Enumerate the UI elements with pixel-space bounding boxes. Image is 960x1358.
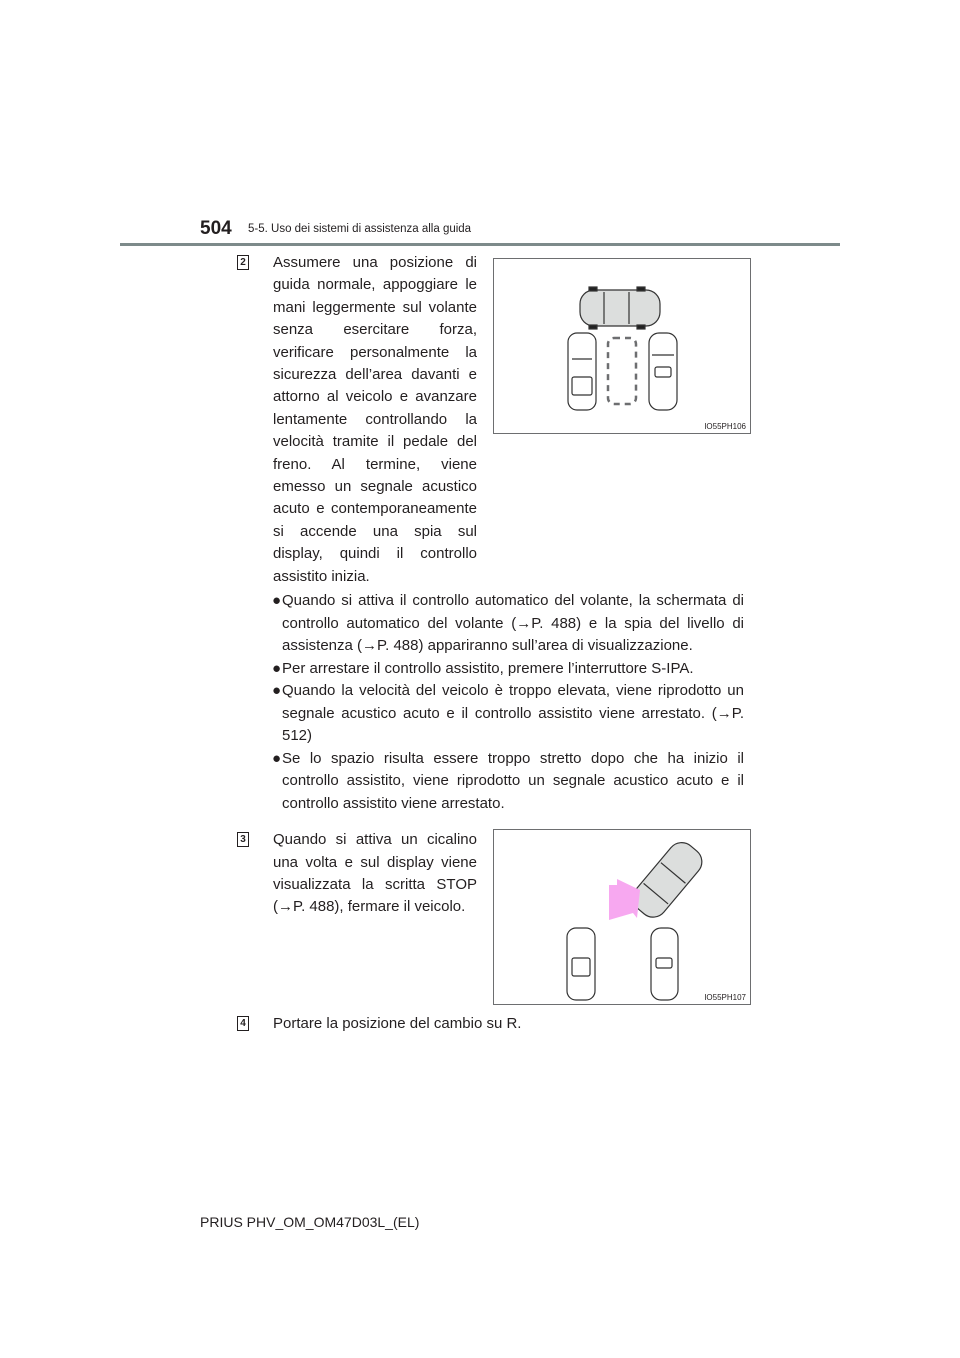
parked-car-right — [651, 928, 678, 1000]
step-2 — [237, 252, 751, 588]
step-number-3: 3 — [237, 832, 249, 847]
page-number: 504 — [200, 218, 232, 239]
step-number-4: 4 — [237, 1016, 249, 1031]
spacer — [237, 815, 751, 829]
parked-car-right — [649, 333, 677, 410]
figure-id: IO55PH107 — [704, 993, 746, 1003]
bullet-icon: ● — [272, 592, 282, 610]
bullet-item — [272, 590, 744, 658]
spacer — [237, 1005, 751, 1013]
step-number-2: 2 — [237, 255, 249, 270]
parking-illustration — [494, 830, 750, 1004]
header-divider — [120, 243, 840, 246]
step-4 — [237, 1013, 751, 1035]
figure-parking-start — [493, 258, 751, 434]
bullet-item — [272, 680, 744, 748]
bullet-text: Se lo spazio risulta essere troppo stretto dopo che ha inizio il controllo assistito, viene riprodotto un segnale acustico acuto e il controllo assistito viene arrestato. — [282, 749, 744, 812]
arrow-icon — [609, 879, 640, 920]
parking-illustration — [494, 259, 750, 433]
step-4-text: Portare la posizione del cambio su R. — [273, 1015, 522, 1033]
bullet-list — [272, 590, 744, 815]
parked-car-left — [568, 333, 596, 410]
step-3 — [237, 829, 751, 1005]
bullet-icon: ● — [272, 682, 282, 700]
bullet-text: Quando si attiva il controllo automatico del volante, la schermata di controllo automatico del volante (→P. 488) e la spia del livello di assistenza (→P. 488) appariranno sull’area di visualizzazione. — [282, 592, 744, 655]
content-column — [237, 252, 751, 1036]
figure-id: IO55PH106 — [704, 422, 746, 431]
bullet-icon: ● — [272, 659, 282, 677]
bullet-item — [272, 658, 744, 681]
step-2-text: Assumere una posizione di guida normale, appoggiare le mani leggermente sul volante senza esercitare forza, verificare personalmente la sicurezza dell’area davanti e attorno al veicolo e avanzare lentamente controllando la velocità tramite il pedale del freno. Al termine, viene emesso un segnale acustico acuto e contemporaneamente si accende una spia sul display, quindi il controllo assistito inizia. — [273, 254, 477, 585]
bullet-icon: ● — [272, 749, 282, 767]
footer-document-code: PRIUS PHV_OM_OM47D03L_(EL) — [200, 1214, 420, 1230]
section-title: 5-5. Uso dei sistemi di assistenza alla guida — [248, 223, 472, 235]
parking-space — [608, 338, 636, 404]
step-3-text: Quando si attiva un cicalino una volta e sul display viene visualizzata la scritta STOP (→P. 488), fermare il veicolo. — [273, 831, 477, 916]
parked-car-left — [567, 928, 595, 1000]
moving-car — [627, 837, 707, 923]
moving-car — [580, 287, 660, 329]
bullet-text: Per arrestare il controllo assistito, premere l’interruttore S-IPA. — [282, 659, 694, 677]
bullet-item — [272, 748, 744, 816]
figure-parking-stop — [493, 829, 751, 1005]
bullet-text: Quando la velocità del veicolo è troppo elevata, viene riprodotto un segnale acustico acuto e il controllo assistito viene arrestato. (→P. 512) — [282, 682, 744, 745]
